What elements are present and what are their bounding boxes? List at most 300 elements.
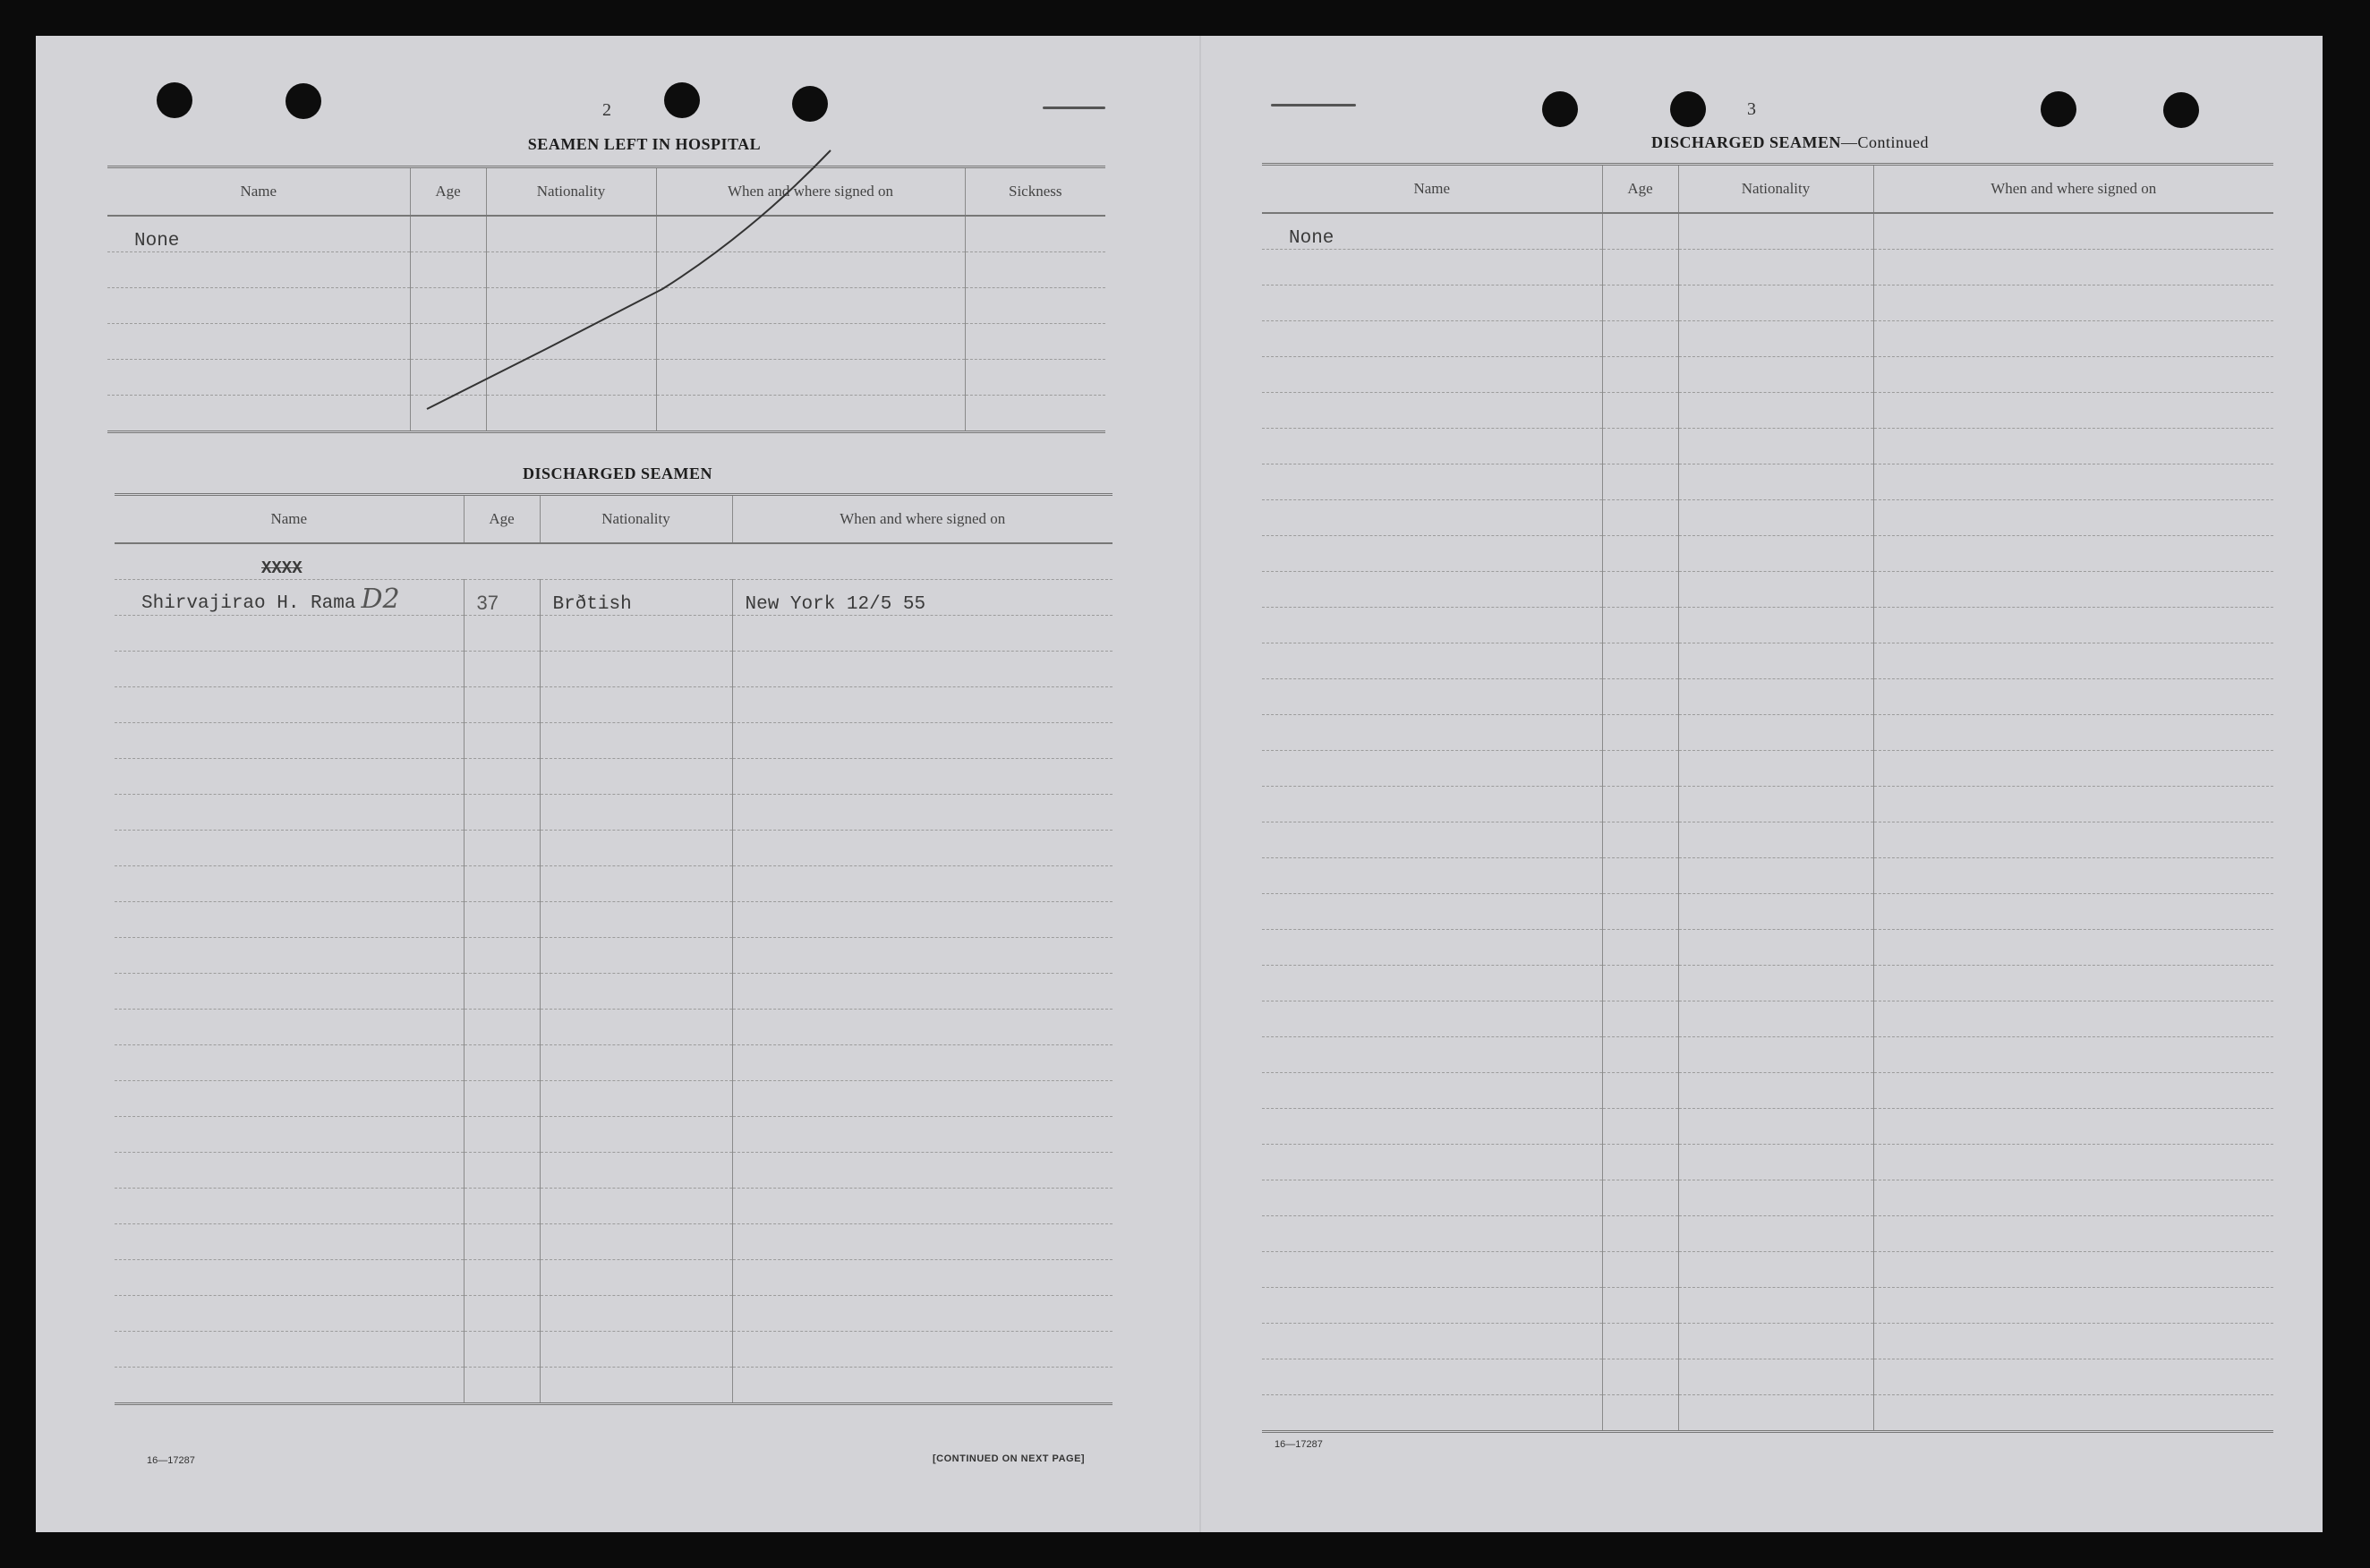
empty-cell bbox=[1602, 500, 1678, 536]
table-row bbox=[107, 324, 1105, 360]
table-row bbox=[1262, 1216, 2273, 1252]
cell-name: None bbox=[1262, 213, 1602, 250]
empty-cell bbox=[1873, 858, 2273, 894]
empty-cell bbox=[486, 288, 656, 324]
table-row bbox=[1262, 1037, 2273, 1073]
empty-cell bbox=[1262, 643, 1602, 679]
empty-cell bbox=[1602, 357, 1678, 393]
empty-cell bbox=[115, 1081, 464, 1117]
empty-cell bbox=[540, 687, 732, 723]
empty-cell bbox=[1678, 1073, 1873, 1109]
empty-cell bbox=[540, 938, 732, 974]
empty-cell bbox=[1262, 357, 1602, 393]
table-row bbox=[1262, 1073, 2273, 1109]
table-row bbox=[115, 1368, 1113, 1404]
empty-cell bbox=[732, 866, 1113, 902]
col-header-signed-on: When and where signed on bbox=[1873, 165, 2273, 214]
empty-cell bbox=[1678, 357, 1873, 393]
empty-cell bbox=[732, 1117, 1113, 1153]
empty-cell bbox=[464, 759, 540, 795]
empty-cell bbox=[115, 723, 464, 759]
title-main: DISCHARGED SEAMEN bbox=[1650, 133, 1842, 151]
empty-cell bbox=[107, 288, 410, 324]
empty-cell bbox=[1873, 930, 2273, 966]
empty-cell bbox=[732, 1153, 1113, 1189]
empty-cell bbox=[1873, 500, 2273, 536]
empty-cell bbox=[1678, 1037, 1873, 1073]
struck-text: XXXX bbox=[261, 558, 303, 578]
empty-cell bbox=[1678, 1252, 1873, 1288]
empty-cell bbox=[115, 831, 464, 866]
table-row bbox=[1262, 858, 2273, 894]
punch-hole bbox=[664, 82, 700, 118]
table-row bbox=[1262, 1324, 2273, 1359]
empty-cell bbox=[464, 831, 540, 866]
empty-cell bbox=[540, 1296, 732, 1332]
table-row bbox=[115, 1189, 1113, 1224]
empty-cell bbox=[732, 759, 1113, 795]
empty-cell bbox=[464, 1081, 540, 1117]
col-header-age: Age bbox=[410, 167, 486, 217]
empty-cell bbox=[464, 1224, 540, 1260]
empty-cell bbox=[1678, 1145, 1873, 1180]
empty-cell bbox=[1602, 250, 1678, 285]
empty-cell bbox=[1602, 608, 1678, 643]
table-row bbox=[1262, 1145, 2273, 1180]
empty-cell bbox=[1873, 321, 2273, 357]
empty-cell bbox=[1873, 1073, 2273, 1109]
empty-cell bbox=[1262, 1109, 1602, 1145]
empty-cell bbox=[1678, 1109, 1873, 1145]
empty-cell bbox=[1678, 500, 1873, 536]
empty-cell bbox=[1262, 1395, 1602, 1432]
empty-cell bbox=[1678, 572, 1873, 608]
empty-cell bbox=[115, 795, 464, 831]
empty-cell bbox=[464, 1189, 540, 1224]
empty-cell bbox=[1873, 1288, 2273, 1324]
empty-cell bbox=[464, 866, 540, 902]
col-header-age: Age bbox=[464, 495, 540, 544]
empty-cell bbox=[464, 1117, 540, 1153]
table-row bbox=[107, 360, 1105, 396]
handwritten-mark: D2 bbox=[361, 584, 400, 615]
empty-cell bbox=[107, 252, 410, 288]
table-row bbox=[115, 938, 1113, 974]
left-page bbox=[36, 36, 1199, 1532]
empty-cell bbox=[540, 795, 732, 831]
empty-cell bbox=[732, 974, 1113, 1010]
empty-cell bbox=[1873, 1037, 2273, 1073]
table-row bbox=[107, 396, 1105, 432]
empty-cell bbox=[1873, 643, 2273, 679]
empty-cell bbox=[1262, 429, 1602, 464]
table-row bbox=[1262, 822, 2273, 858]
empty-cell bbox=[1602, 536, 1678, 572]
empty-cell bbox=[115, 866, 464, 902]
empty-cell bbox=[1873, 357, 2273, 393]
empty-cell bbox=[1602, 1395, 1678, 1432]
empty-cell bbox=[464, 1153, 540, 1189]
empty-cell bbox=[115, 1260, 464, 1296]
empty-cell bbox=[732, 1010, 1113, 1045]
empty-cell bbox=[1262, 679, 1602, 715]
empty-cell bbox=[1262, 822, 1602, 858]
empty-cell bbox=[464, 974, 540, 1010]
continued-note: [CONTINUED ON NEXT PAGE] bbox=[933, 1453, 1086, 1464]
empty-cell bbox=[1602, 1324, 1678, 1359]
empty-cell bbox=[464, 652, 540, 687]
empty-cell bbox=[115, 1224, 464, 1260]
empty-cell bbox=[107, 324, 410, 360]
table-row bbox=[1262, 536, 2273, 572]
empty-cell bbox=[540, 1368, 732, 1404]
table-row bbox=[1262, 1001, 2273, 1037]
col-header-age: Age bbox=[1602, 165, 1678, 214]
empty-cell bbox=[410, 288, 486, 324]
empty-cell bbox=[540, 1081, 732, 1117]
table-row bbox=[115, 580, 1113, 616]
table-row bbox=[1262, 1288, 2273, 1324]
empty-cell bbox=[1873, 1395, 2273, 1432]
empty-cell bbox=[1678, 858, 1873, 894]
empty-cell bbox=[540, 866, 732, 902]
empty-cell bbox=[1678, 930, 1873, 966]
col-header-signed-on: When and where signed on bbox=[656, 167, 965, 217]
table-row bbox=[107, 252, 1105, 288]
empty-cell bbox=[1602, 1109, 1678, 1145]
title-suffix: —Continued bbox=[1841, 133, 1930, 151]
empty-cell bbox=[115, 1189, 464, 1224]
table-row bbox=[1262, 608, 2273, 643]
empty-cell bbox=[732, 1296, 1113, 1332]
empty-cell bbox=[1602, 1145, 1678, 1180]
empty-cell bbox=[464, 1045, 540, 1081]
empty-cell bbox=[1678, 250, 1873, 285]
empty-cell bbox=[1678, 643, 1873, 679]
empty-cell bbox=[1873, 1324, 2273, 1359]
scanned-document-sheet bbox=[36, 36, 2323, 1532]
empty-cell bbox=[107, 396, 410, 432]
table-row bbox=[1262, 429, 2273, 464]
empty-cell bbox=[1678, 1395, 1873, 1432]
empty-cell bbox=[1262, 464, 1602, 500]
punch-hole bbox=[2041, 91, 2076, 127]
empty-cell bbox=[1873, 1359, 2273, 1395]
punch-hole bbox=[1670, 91, 1706, 127]
table-row bbox=[1262, 643, 2273, 679]
empty-cell bbox=[1262, 250, 1602, 285]
empty-cell bbox=[540, 1117, 732, 1153]
empty-cell bbox=[1602, 715, 1678, 751]
empty-cell bbox=[1602, 966, 1678, 1001]
empty-cell bbox=[1678, 1216, 1873, 1252]
empty-cell bbox=[1873, 393, 2273, 429]
empty-cell bbox=[410, 324, 486, 360]
empty-cell bbox=[1873, 1252, 2273, 1288]
empty-cell bbox=[1678, 787, 1873, 822]
empty-cell bbox=[1262, 1359, 1602, 1395]
empty-cell bbox=[1602, 1252, 1678, 1288]
table-row bbox=[115, 1332, 1113, 1368]
empty-cell bbox=[1873, 608, 2273, 643]
empty-cell bbox=[115, 616, 464, 652]
empty-cell bbox=[1602, 285, 1678, 321]
empty-cell bbox=[1262, 1216, 1602, 1252]
empty-cell bbox=[965, 396, 1105, 432]
empty-cell bbox=[1262, 572, 1602, 608]
table-row bbox=[1262, 787, 2273, 822]
empty-cell bbox=[732, 687, 1113, 723]
empty-cell bbox=[1873, 894, 2273, 930]
empty-cell bbox=[1262, 715, 1602, 751]
empty-cell bbox=[1602, 751, 1678, 787]
empty-cell bbox=[656, 288, 965, 324]
empty-cell bbox=[1602, 643, 1678, 679]
empty-cell bbox=[1873, 1001, 2273, 1037]
empty-cell bbox=[540, 1260, 732, 1296]
cell-nationality bbox=[486, 216, 656, 252]
empty-cell bbox=[1678, 429, 1873, 464]
empty-cell bbox=[540, 974, 732, 1010]
empty-cell bbox=[1873, 966, 2273, 1001]
empty-cell bbox=[1262, 393, 1602, 429]
empty-cell bbox=[1873, 751, 2273, 787]
cell-signed-on bbox=[656, 216, 965, 252]
empty-cell bbox=[486, 360, 656, 396]
empty-cell bbox=[1678, 1324, 1873, 1359]
empty-cell bbox=[1262, 1324, 1602, 1359]
table-row bbox=[1262, 285, 2273, 321]
empty-cell bbox=[1873, 285, 2273, 321]
empty-cell bbox=[1262, 894, 1602, 930]
empty-cell bbox=[1678, 1359, 1873, 1395]
table-row bbox=[107, 288, 1105, 324]
empty-cell bbox=[410, 252, 486, 288]
cell-name: None bbox=[107, 216, 410, 252]
page-number: 2 bbox=[602, 100, 611, 120]
col-header-nationality: Nationality bbox=[486, 167, 656, 217]
empty-cell bbox=[1602, 894, 1678, 930]
table-row bbox=[1262, 751, 2273, 787]
table-row bbox=[1262, 1109, 2273, 1145]
hospital-table bbox=[107, 166, 1105, 433]
empty-cell bbox=[410, 360, 486, 396]
empty-cell bbox=[115, 902, 464, 938]
empty-cell bbox=[1602, 1288, 1678, 1324]
empty-cell bbox=[107, 360, 410, 396]
cell-nationality bbox=[1678, 213, 1873, 250]
empty-cell bbox=[1873, 536, 2273, 572]
empty-cell bbox=[965, 252, 1105, 288]
empty-cell bbox=[1602, 464, 1678, 500]
table-row bbox=[1262, 930, 2273, 966]
empty-cell bbox=[464, 723, 540, 759]
empty-cell bbox=[1602, 679, 1678, 715]
empty-cell bbox=[1602, 787, 1678, 822]
table-row bbox=[1262, 357, 2273, 393]
empty-cell bbox=[464, 1332, 540, 1368]
discharged-continued-title bbox=[1289, 133, 2291, 152]
empty-cell bbox=[1678, 608, 1873, 643]
table-row bbox=[1262, 715, 2273, 751]
empty-cell bbox=[965, 324, 1105, 360]
empty-cell bbox=[1262, 536, 1602, 572]
cell-name: Shirvajirao H. Rama D2 bbox=[115, 580, 464, 616]
empty-cell bbox=[410, 396, 486, 432]
empty-cell bbox=[732, 1189, 1113, 1224]
empty-cell bbox=[540, 1010, 732, 1045]
cell-age bbox=[1602, 213, 1678, 250]
table-row bbox=[115, 795, 1113, 831]
empty-cell bbox=[1678, 1001, 1873, 1037]
table-row bbox=[1262, 500, 2273, 536]
table-row bbox=[115, 1081, 1113, 1117]
form-number: 16—17287 bbox=[147, 1455, 195, 1466]
empty-cell bbox=[732, 1260, 1113, 1296]
empty-cell bbox=[1602, 1001, 1678, 1037]
empty-cell bbox=[540, 723, 732, 759]
table-row bbox=[115, 1260, 1113, 1296]
empty-cell bbox=[1873, 429, 2273, 464]
empty-cell bbox=[1602, 822, 1678, 858]
table-row bbox=[115, 866, 1113, 902]
empty-cell bbox=[486, 324, 656, 360]
empty-cell bbox=[540, 616, 732, 652]
col-header-name: Name bbox=[115, 495, 464, 544]
table-row bbox=[115, 1117, 1113, 1153]
punch-hole bbox=[286, 83, 321, 119]
col-header-nationality: Nationality bbox=[540, 495, 732, 544]
empty-cell bbox=[1873, 787, 2273, 822]
empty-cell bbox=[540, 1224, 732, 1260]
empty-cell bbox=[1602, 321, 1678, 357]
empty-cell bbox=[1262, 1252, 1602, 1288]
punch-hole bbox=[2163, 92, 2199, 128]
page-number: 3 bbox=[1747, 99, 1756, 119]
table-row bbox=[115, 902, 1113, 938]
empty-cell bbox=[656, 360, 965, 396]
empty-cell bbox=[1678, 966, 1873, 1001]
table-row bbox=[115, 1010, 1113, 1045]
empty-cell bbox=[1602, 858, 1678, 894]
empty-cell bbox=[115, 974, 464, 1010]
cell-signed-on bbox=[1873, 213, 2273, 250]
table-row bbox=[1262, 679, 2273, 715]
empty-cell bbox=[732, 1081, 1113, 1117]
empty-cell bbox=[732, 938, 1113, 974]
table-row bbox=[1262, 213, 2273, 250]
table-row bbox=[115, 974, 1113, 1010]
empty-cell bbox=[1602, 1216, 1678, 1252]
empty-cell bbox=[1873, 715, 2273, 751]
empty-cell bbox=[732, 902, 1113, 938]
table-row bbox=[115, 1224, 1113, 1260]
empty-cell bbox=[1678, 464, 1873, 500]
empty-cell bbox=[115, 1368, 464, 1404]
empty-cell bbox=[1262, 285, 1602, 321]
empty-cell bbox=[540, 1045, 732, 1081]
table-row bbox=[1262, 321, 2273, 357]
col-header-nationality: Nationality bbox=[1678, 165, 1873, 214]
empty-cell bbox=[115, 687, 464, 723]
table-row bbox=[1262, 393, 2273, 429]
table-row bbox=[115, 1045, 1113, 1081]
empty-cell bbox=[464, 902, 540, 938]
discharged-table bbox=[115, 493, 1113, 1405]
empty-cell bbox=[732, 1224, 1113, 1260]
empty-cell bbox=[115, 1332, 464, 1368]
empty-cell bbox=[732, 795, 1113, 831]
table-row bbox=[1262, 1252, 2273, 1288]
col-header-signed-on: When and where signed on bbox=[732, 495, 1113, 544]
empty-cell bbox=[1262, 500, 1602, 536]
empty-cell bbox=[1602, 1359, 1678, 1395]
cell-sickness bbox=[965, 216, 1105, 252]
empty-cell bbox=[1678, 1180, 1873, 1216]
table-row bbox=[115, 652, 1113, 687]
empty-cell bbox=[1873, 1145, 2273, 1180]
empty-cell bbox=[1602, 1037, 1678, 1073]
empty-cell bbox=[1873, 1109, 2273, 1145]
table-row bbox=[1262, 1180, 2273, 1216]
empty-cell bbox=[1678, 894, 1873, 930]
empty-cell bbox=[1678, 321, 1873, 357]
empty-cell bbox=[1678, 285, 1873, 321]
empty-cell bbox=[1262, 1073, 1602, 1109]
empty-cell bbox=[540, 831, 732, 866]
empty-cell bbox=[1678, 393, 1873, 429]
empty-cell bbox=[1262, 1001, 1602, 1037]
empty-cell bbox=[464, 1260, 540, 1296]
empty-cell bbox=[1602, 1180, 1678, 1216]
empty-cell bbox=[464, 938, 540, 974]
empty-cell bbox=[540, 1153, 732, 1189]
empty-cell bbox=[1262, 858, 1602, 894]
empty-cell bbox=[1873, 250, 2273, 285]
hospital-section-title: SEAMEN LEFT IN HOSPITAL bbox=[527, 135, 762, 153]
table-row bbox=[115, 687, 1113, 723]
scan-mark bbox=[1271, 104, 1356, 107]
col-header-sickness: Sickness bbox=[965, 167, 1105, 217]
cell-age bbox=[410, 216, 486, 252]
discharged-section-title: DISCHARGED SEAMEN bbox=[522, 464, 713, 482]
empty-cell bbox=[1262, 321, 1602, 357]
punch-hole bbox=[157, 82, 192, 118]
empty-cell bbox=[540, 902, 732, 938]
empty-cell bbox=[732, 831, 1113, 866]
empty-cell bbox=[1262, 966, 1602, 1001]
empty-cell bbox=[115, 652, 464, 687]
col-header-name: Name bbox=[107, 167, 410, 217]
empty-cell bbox=[115, 1045, 464, 1081]
empty-cell bbox=[115, 759, 464, 795]
empty-cell bbox=[732, 1045, 1113, 1081]
empty-cell bbox=[1873, 572, 2273, 608]
table-row bbox=[1262, 894, 2273, 930]
table-row bbox=[115, 831, 1113, 866]
empty-cell bbox=[1602, 572, 1678, 608]
empty-cell bbox=[732, 1332, 1113, 1368]
empty-cell bbox=[656, 396, 965, 432]
empty-cell bbox=[732, 616, 1113, 652]
empty-cell bbox=[656, 324, 965, 360]
empty-cell bbox=[464, 1010, 540, 1045]
table-row bbox=[1262, 966, 2273, 1001]
cell-nationality: Brðtish bbox=[540, 580, 732, 616]
table-row bbox=[1262, 1359, 2273, 1395]
empty-cell bbox=[464, 1368, 540, 1404]
empty-cell bbox=[115, 1296, 464, 1332]
